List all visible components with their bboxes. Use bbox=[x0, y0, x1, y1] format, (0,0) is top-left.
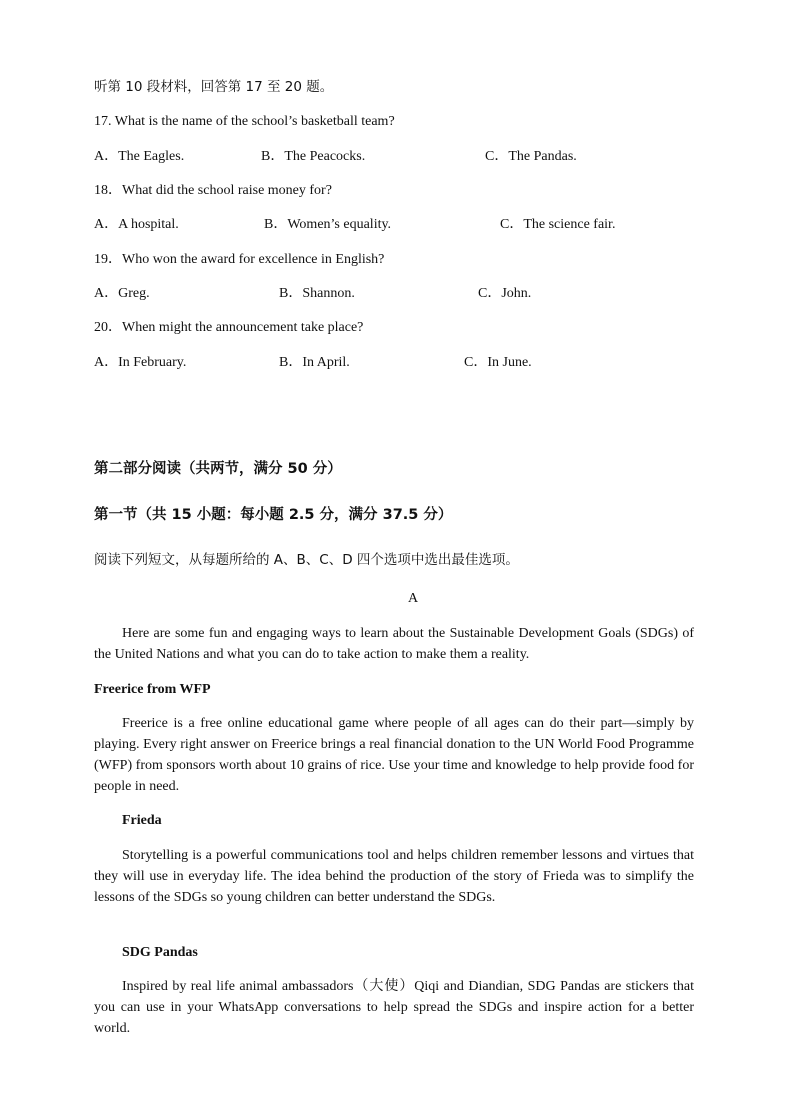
question-20-stem: 20．When might the announcement take place? bbox=[94, 320, 364, 335]
question-19-stem: 19．Who won the award for excellence in English? bbox=[94, 252, 385, 267]
section-heading-freerice: Freerice from WFP bbox=[94, 682, 211, 697]
q19-option-b: B．Shannon. bbox=[279, 286, 355, 301]
question-18-stem: 18．What did the school raise money for? bbox=[94, 183, 332, 198]
q20-option-b: B．In April. bbox=[279, 355, 350, 370]
q20-option-a: A．In February. bbox=[94, 355, 187, 370]
q18-option-c: C．The science fair. bbox=[500, 217, 616, 232]
part-title: 第二部分阅读（共两节，满分 50 分） bbox=[94, 461, 342, 477]
question-17-stem: 17. What is the name of the school’s basketball team? bbox=[94, 114, 395, 129]
section-heading-frieda: Frieda bbox=[122, 813, 162, 828]
q17-option-a: A．The Eagles. bbox=[94, 149, 185, 164]
section-title: 第一节（共 15 小题：每小题 2.5 分，满分 37.5 分） bbox=[94, 507, 453, 523]
q17-option-c: C．The Pandas. bbox=[485, 149, 577, 164]
section-heading-sdg-pandas: SDG Pandas bbox=[122, 945, 198, 960]
section-text-freerice: Freerice is a free online educational game where people of all ages can do their part—simply by playing. Every right answer on Freerice brings a real financial donation to the UN World Food Programme (WFP) from sponsors worth about 10 grains of rice. Use your time and knowledge to help provide food for people in need. bbox=[94, 716, 694, 794]
q18-option-a: A．A hospital. bbox=[94, 217, 179, 232]
q19-option-a: A．Greg. bbox=[94, 286, 150, 301]
q18-option-b: B．Women’s equality. bbox=[264, 217, 392, 232]
q19-option-c: C．John. bbox=[478, 286, 532, 301]
q20-option-c: C．In June. bbox=[464, 355, 532, 370]
listening-instruction: 听第 10 段材料，回答第 17 至 20 题。 bbox=[94, 79, 334, 95]
passage-label: A bbox=[407, 591, 419, 606]
section-text-sdg-pandas: Inspired by real life animal ambassadors（大使）Qiqi and Diandian, SDG Pandas are stickers that you can use in your WhatsApp conversations to help spread the SDGs and inspire action for a better world. bbox=[94, 979, 694, 1036]
section-text-frieda: Storytelling is a powerful communications tool and helps children remember lessons and virtues that they will use in everyday life. The idea behind the production of the story of Frieda was to simplify the lessons of the SDGs so young children can better understand the SDGs. bbox=[94, 848, 694, 905]
passage-intro: Here are some fun and engaging ways to learn about the Sustainable Development Goals (SDGs) of the United Nations and what you can do to take action to make them a reality. bbox=[94, 626, 694, 662]
reading-instruction: 阅读下列短文，从每题所给的 A、B、C、D 四个选项中选出最佳选项。 bbox=[94, 552, 519, 568]
q17-option-b: B．The Peacocks. bbox=[261, 149, 366, 164]
